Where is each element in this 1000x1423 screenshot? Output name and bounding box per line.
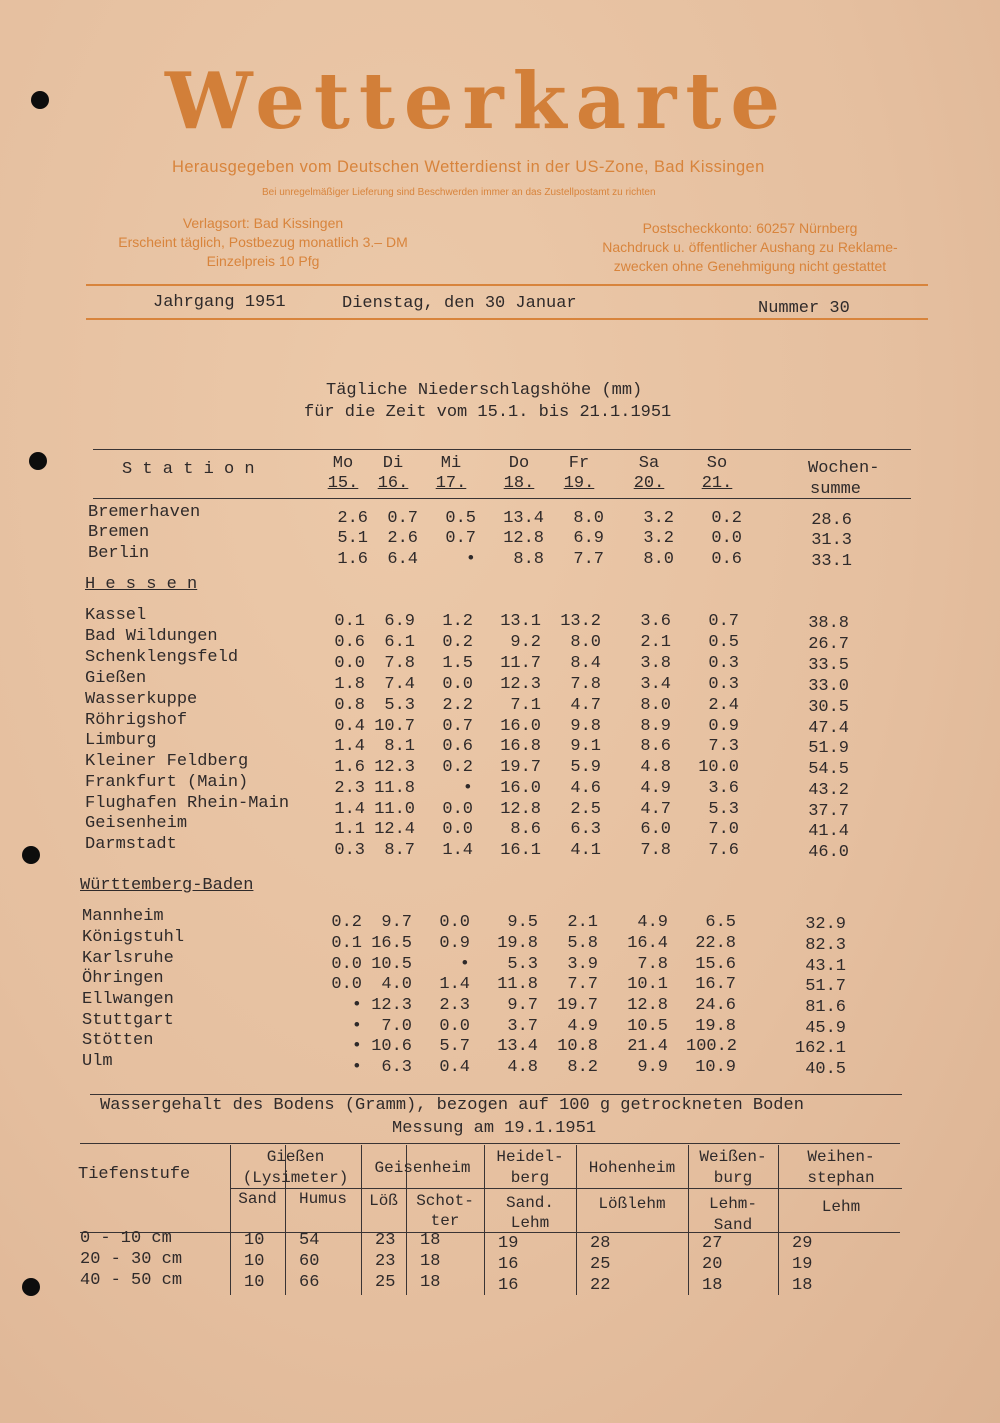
precip-value: 11.0 xyxy=(374,800,415,819)
weekly-sum-header: Wochen- xyxy=(808,459,880,478)
precip-value: 8.2 xyxy=(567,1058,598,1077)
precip-value: 1.5 xyxy=(442,654,473,673)
precip-value: 0.0 xyxy=(442,800,473,819)
precip-value: 16.7 xyxy=(695,975,736,994)
precip-value: 2.1 xyxy=(640,633,671,652)
precip-value: 16.0 xyxy=(500,717,541,736)
soil-top-rule xyxy=(90,1094,902,1095)
precip-value: 0.7 xyxy=(387,509,418,528)
precip-value: 0.2 xyxy=(331,913,362,932)
publisher-line: Einzelpreis 10 Pfg xyxy=(206,253,320,269)
soil-header-rule xyxy=(80,1143,900,1144)
masthead-title: Wetterkarte xyxy=(165,56,789,147)
issue-date: Dienstag, den 30 Januar xyxy=(342,294,577,313)
precip-value: 2.6 xyxy=(337,509,368,528)
soil-title: Wassergehalt des Bodens (Gramm), bezogen auf 100 g getrockneten Boden xyxy=(100,1096,804,1115)
publisher-line: Verlagsort: Bad Kissingen xyxy=(182,215,344,231)
station-name: Öhringen xyxy=(82,969,164,988)
station-name: Karlsruhe xyxy=(82,949,174,968)
station-name: Limburg xyxy=(85,731,157,750)
station-column-header: S t a t i o n xyxy=(122,460,255,479)
precip-value: 10.1 xyxy=(627,975,668,994)
day-header: So xyxy=(706,454,728,473)
precip-value: 0.6 xyxy=(442,737,473,756)
precip-value: 10.5 xyxy=(371,955,412,974)
date-header: 21. xyxy=(701,474,733,493)
depth-header: Tiefenstufe xyxy=(78,1165,191,1184)
precip-value: 7.4 xyxy=(384,675,415,694)
soil-measurement-date: Messung am 19.1.1951 xyxy=(392,1119,597,1138)
masthead-notice: Bei unregelmäßiger Lieferung sind Beschwerden immer an das Zustellpostamt zu richten xyxy=(262,187,656,198)
site-name: stephan xyxy=(807,1169,875,1187)
site-name: Hohenheim xyxy=(588,1159,676,1177)
weekly-sum-value: 38.8 xyxy=(808,614,849,633)
precip-value: 2.2 xyxy=(442,696,473,715)
weekly-sum-value: 43.2 xyxy=(808,781,849,800)
station-name: Geisenheim xyxy=(85,814,188,833)
publisher-line: Erscheint täglich, Postbezug monatlich 3.– DM xyxy=(118,234,408,250)
precip-value: 10.8 xyxy=(557,1037,598,1056)
station-name: Berlin xyxy=(88,544,150,563)
precip-value: 9.2 xyxy=(510,633,541,652)
soil-value: 18 xyxy=(792,1276,813,1295)
precip-value: 8.6 xyxy=(510,820,541,839)
precip-value: 12.8 xyxy=(627,996,668,1015)
precip-value: 5.3 xyxy=(384,696,415,715)
weekly-sum-value: 43.1 xyxy=(805,957,846,976)
date-header: 17. xyxy=(435,474,467,493)
date-header: 20. xyxy=(633,474,665,493)
precip-value: 0.1 xyxy=(334,612,365,631)
precip-value: 7.3 xyxy=(708,737,739,756)
precip-value: 10.7 xyxy=(374,717,415,736)
weekly-sum-value: 54.5 xyxy=(808,760,849,779)
precip-value: 1.2 xyxy=(442,612,473,631)
precip-value: 3.8 xyxy=(640,654,671,673)
soil-type-label: Lehm- xyxy=(708,1195,757,1213)
precip-value: 0.4 xyxy=(439,1058,470,1077)
soil-value: 66 xyxy=(299,1273,320,1292)
depth-label: 40 - 50 cm xyxy=(80,1271,183,1290)
station-name: Bremen xyxy=(88,523,150,542)
depth-label: 20 - 30 cm xyxy=(80,1250,183,1269)
station-name: Kassel xyxy=(85,606,147,625)
precip-value: 16.1 xyxy=(500,841,541,860)
precip-value: 10.5 xyxy=(627,1017,668,1036)
date-header: 15. xyxy=(327,474,359,493)
precip-value: 16.8 xyxy=(500,737,541,756)
precip-value: • xyxy=(459,955,470,974)
precip-value: 12.8 xyxy=(503,529,544,548)
issue-number: Nummer 30 xyxy=(758,299,850,318)
weekly-sum-value: 46.0 xyxy=(808,843,849,862)
precip-value: 0.3 xyxy=(708,675,739,694)
precip-value: 8.7 xyxy=(384,841,415,860)
day-header: Do xyxy=(508,454,530,473)
precip-value: 2.4 xyxy=(708,696,739,715)
precip-value: 2.3 xyxy=(334,779,365,798)
soil-value: 10 xyxy=(244,1252,265,1271)
precip-value: 8.0 xyxy=(573,509,604,528)
station-name: Frankfurt (Main) xyxy=(85,773,249,792)
precip-value: 0.8 xyxy=(334,696,365,715)
precip-value: 3.6 xyxy=(708,779,739,798)
soil-type-label: Sand xyxy=(713,1216,753,1234)
precip-value: 1.4 xyxy=(439,975,470,994)
date-header: 19. xyxy=(563,474,595,493)
precip-value: 9.7 xyxy=(381,913,412,932)
precip-value: 5.3 xyxy=(507,955,538,974)
soil-value: 27 xyxy=(702,1234,723,1253)
precip-value: 0.0 xyxy=(439,1017,470,1036)
precip-value: 4.7 xyxy=(640,800,671,819)
precip-value: 12.3 xyxy=(500,675,541,694)
precip-value: 0.2 xyxy=(711,509,742,528)
precip-value: 0.2 xyxy=(442,633,473,652)
precip-value: 0.0 xyxy=(439,913,470,932)
soil-value: 19 xyxy=(498,1234,519,1253)
site-name: Gießen xyxy=(266,1148,325,1166)
soil-value: 23 xyxy=(375,1252,396,1271)
precip-value: 0.0 xyxy=(442,820,473,839)
precip-value: 0.7 xyxy=(708,612,739,631)
precip-value: • xyxy=(351,1017,362,1036)
soil-type-label: ter xyxy=(430,1212,460,1230)
precip-value: 0.6 xyxy=(711,550,742,569)
station-name: Ellwangen xyxy=(82,990,174,1009)
precip-value: 12.3 xyxy=(374,758,415,777)
precip-value: 0.7 xyxy=(442,717,473,736)
precip-value: 13.4 xyxy=(497,1037,538,1056)
site-name: (Lysimeter) xyxy=(242,1169,349,1187)
precip-value: 0.5 xyxy=(708,633,739,652)
soil-value: 10 xyxy=(244,1273,265,1292)
precip-value: 2.3 xyxy=(439,996,470,1015)
precip-value: • xyxy=(351,1037,362,1056)
precip-value: 8.8 xyxy=(513,550,544,569)
precip-value: 5.7 xyxy=(439,1037,470,1056)
weekly-sum-value: 45.9 xyxy=(805,1019,846,1038)
soil-value: 18 xyxy=(420,1273,441,1292)
precip-value: 9.1 xyxy=(570,737,601,756)
station-name: Wasserkuppe xyxy=(85,690,198,709)
precip-value: 9.5 xyxy=(507,913,538,932)
postal-line: Nachdruck u. öffentlicher Aushang zu Reklame- xyxy=(602,239,898,255)
precip-value: 7.8 xyxy=(640,841,671,860)
precip-value: 0.0 xyxy=(331,975,362,994)
precip-value: 3.6 xyxy=(640,612,671,631)
precip-value: 7.7 xyxy=(573,550,604,569)
precip-value: 8.4 xyxy=(570,654,601,673)
weekly-sum-value: 33.5 xyxy=(808,656,849,675)
precip-value: • xyxy=(351,996,362,1015)
site-name: Weißen- xyxy=(699,1148,767,1166)
soil-type-label: Lehm xyxy=(821,1198,861,1216)
precip-value: 19.8 xyxy=(695,1017,736,1036)
issue-volume: Jahrgang 1951 xyxy=(153,293,286,312)
station-name: Bad Wildungen xyxy=(85,627,218,646)
soil-value: 18 xyxy=(702,1276,723,1295)
precip-value: 7.0 xyxy=(708,820,739,839)
precip-value: 0.3 xyxy=(708,654,739,673)
precip-value: 6.3 xyxy=(570,820,601,839)
weekly-sum-header: summe xyxy=(810,480,862,499)
station-name: Königstuhl xyxy=(82,928,185,947)
precip-value: 13.2 xyxy=(560,612,601,631)
precip-value: 6.9 xyxy=(384,612,415,631)
soil-value: 29 xyxy=(792,1234,813,1253)
soil-value: 28 xyxy=(590,1234,611,1253)
weekly-sum-value: 33.1 xyxy=(811,552,852,571)
station-name: Röhrigshof xyxy=(85,711,188,730)
weekly-sum-value: 32.9 xyxy=(805,915,846,934)
soil-value: 23 xyxy=(375,1231,396,1250)
weekly-sum-value: 37.7 xyxy=(808,802,849,821)
precip-value: 1.6 xyxy=(334,758,365,777)
precip-value: 4.8 xyxy=(640,758,671,777)
soil-value: 18 xyxy=(420,1252,441,1271)
soil-type-label: Lößlehm xyxy=(598,1195,666,1213)
precip-value: 6.9 xyxy=(573,529,604,548)
day-header: Mo xyxy=(332,454,354,473)
precip-value: 7.8 xyxy=(384,654,415,673)
station-name: Stuttgart xyxy=(82,1011,174,1030)
precip-value: 9.8 xyxy=(570,717,601,736)
weekly-sum-value: 82.3 xyxy=(805,936,846,955)
precip-value: 16.4 xyxy=(627,934,668,953)
precip-value: 100.2 xyxy=(686,1037,738,1056)
precip-value: 19.7 xyxy=(500,758,541,777)
precip-value: 3.2 xyxy=(643,509,674,528)
precip-value: 1.4 xyxy=(442,841,473,860)
postal-line: Postscheckkonto: 60257 Nürnberg xyxy=(642,220,858,236)
precip-value: 8.0 xyxy=(570,633,601,652)
precip-value: 4.0 xyxy=(381,975,412,994)
weekly-sum-value: 28.6 xyxy=(811,511,852,530)
station-name: Kleiner Feldberg xyxy=(85,752,249,771)
soil-value: 16 xyxy=(498,1276,519,1295)
precip-value: • xyxy=(465,550,476,569)
precip-value: 10.9 xyxy=(695,1058,736,1077)
weekly-sum-value: 33.0 xyxy=(808,677,849,696)
precip-value: 3.4 xyxy=(640,675,671,694)
precip-value: 13.1 xyxy=(500,612,541,631)
precip-value: 10.6 xyxy=(371,1037,412,1056)
precip-value: 1.8 xyxy=(334,675,365,694)
precip-value: • xyxy=(351,1058,362,1077)
station-name: Mannheim xyxy=(82,907,164,926)
precip-value: 0.7 xyxy=(445,529,476,548)
weekly-sum-value: 81.6 xyxy=(805,998,846,1017)
date-header: 18. xyxy=(503,474,535,493)
precip-value: 6.5 xyxy=(705,913,736,932)
precip-value: 2.5 xyxy=(570,800,601,819)
precip-value: 4.1 xyxy=(570,841,601,860)
weekly-sum-value: 31.3 xyxy=(811,531,852,550)
station-name: Darmstadt xyxy=(85,835,177,854)
station-name: Gießen xyxy=(85,669,147,688)
precip-value: 8.0 xyxy=(640,696,671,715)
soil-type-label: Sand. xyxy=(505,1194,554,1212)
soil-type-label: Lehm xyxy=(510,1214,550,1232)
soil-type-label: Humus xyxy=(298,1190,347,1208)
precip-value: 12.8 xyxy=(500,800,541,819)
soil-value: 54 xyxy=(299,1231,320,1250)
precip-value: 24.6 xyxy=(695,996,736,1015)
station-name: Bremerhaven xyxy=(88,503,201,522)
precip-value: 7.0 xyxy=(381,1017,412,1036)
day-header: Mi xyxy=(440,454,462,473)
precip-value: 11.8 xyxy=(497,975,538,994)
soil-value: 25 xyxy=(590,1255,611,1274)
weekly-sum-value: 26.7 xyxy=(808,635,849,654)
precip-value: 8.9 xyxy=(640,717,671,736)
weekly-sum-value: 30.5 xyxy=(808,698,849,717)
weekly-sum-value: 47.4 xyxy=(808,719,849,738)
precip-value: 19.7 xyxy=(557,996,598,1015)
precip-value: 7.1 xyxy=(510,696,541,715)
soil-type-label: Sand xyxy=(238,1190,277,1208)
precip-value: 16.0 xyxy=(500,779,541,798)
precip-value: 13.4 xyxy=(503,509,544,528)
precip-value: 0.4 xyxy=(334,717,365,736)
precip-value: 5.3 xyxy=(708,800,739,819)
depth-label: 0 - 10 cm xyxy=(80,1229,172,1248)
precip-value: 0.0 xyxy=(334,654,365,673)
precip-value: • xyxy=(462,779,473,798)
precip-value: 8.0 xyxy=(643,550,674,569)
station-name: Stötten xyxy=(82,1031,154,1050)
date-header: 16. xyxy=(377,474,409,493)
precip-value: 0.1 xyxy=(331,934,362,953)
precip-value: 0.2 xyxy=(442,758,473,777)
precip-value: 1.6 xyxy=(337,550,368,569)
precip-value: 0.3 xyxy=(334,841,365,860)
precip-period: für die Zeit vom 15.1. bis 21.1.1951 xyxy=(304,403,672,422)
site-name: Weihen- xyxy=(807,1148,875,1166)
precip-value: 4.8 xyxy=(507,1058,538,1077)
site-name: berg xyxy=(510,1169,550,1187)
soil-value: 25 xyxy=(375,1273,396,1292)
precip-value: 0.0 xyxy=(442,675,473,694)
precip-value: 1.1 xyxy=(334,820,365,839)
site-name: burg xyxy=(713,1169,753,1187)
masthead-subtitle: Herausgegeben vom Deutschen Wetterdienst in der US-Zone, Bad Kissingen xyxy=(172,158,765,176)
precip-value: 6.0 xyxy=(640,820,671,839)
soil-type-label: Schot- xyxy=(416,1192,474,1210)
precip-value: 2.6 xyxy=(387,529,418,548)
weekly-sum-value: 40.5 xyxy=(805,1060,846,1079)
precip-value: 5.1 xyxy=(337,529,368,548)
precip-title: Tägliche Niederschlagshöhe (mm) xyxy=(326,381,643,400)
precip-value: 10.0 xyxy=(698,758,739,777)
weekly-sum-value: 51.7 xyxy=(805,977,846,996)
precip-value: 12.4 xyxy=(374,820,415,839)
precip-value: 21.4 xyxy=(627,1037,668,1056)
precip-value: 12.3 xyxy=(371,996,412,1015)
weekly-sum-value: 162.1 xyxy=(794,1039,846,1058)
precip-value: 3.7 xyxy=(507,1017,538,1036)
precip-value: 11.8 xyxy=(374,779,415,798)
weekly-sum-value: 41.4 xyxy=(808,822,849,841)
precip-value: 16.5 xyxy=(371,934,412,953)
precip-value: 5.8 xyxy=(567,934,598,953)
precip-value: 5.9 xyxy=(570,758,601,777)
precip-value: 7.8 xyxy=(570,675,601,694)
precip-value: 7.7 xyxy=(567,975,598,994)
weekly-sum-value: 51.9 xyxy=(808,739,849,758)
precip-value: 9.7 xyxy=(507,996,538,1015)
precip-value: 22.8 xyxy=(695,934,736,953)
precip-value: 1.4 xyxy=(334,737,365,756)
soil-value: 10 xyxy=(244,1231,265,1250)
day-header: Fr xyxy=(568,454,590,473)
precip-value: 3.2 xyxy=(643,529,674,548)
precip-value: 4.9 xyxy=(637,913,668,932)
station-name: Ulm xyxy=(82,1052,113,1071)
region-heading: Württemberg-Baden xyxy=(80,876,254,895)
precip-value: 0.0 xyxy=(331,955,362,974)
site-name: Geisenheim xyxy=(374,1159,471,1177)
soil-value: 20 xyxy=(702,1255,723,1274)
precip-value: 6.1 xyxy=(384,633,415,652)
day-header: Di xyxy=(382,454,404,473)
station-name: Flughafen Rhein-Main xyxy=(85,794,290,813)
region-heading: H e s s e n xyxy=(85,575,198,594)
precip-value: 8.1 xyxy=(384,737,415,756)
precip-value: 3.9 xyxy=(567,955,598,974)
precip-value: 4.6 xyxy=(570,779,601,798)
soil-value: 60 xyxy=(299,1252,320,1271)
precip-value: 11.7 xyxy=(500,654,541,673)
postal-line: zwecken ohne Genehmigung nicht gestattet xyxy=(613,258,887,274)
precip-value: 15.6 xyxy=(695,955,736,974)
precip-value: 8.6 xyxy=(640,737,671,756)
precip-value: 7.6 xyxy=(708,841,739,860)
precip-value: 0.9 xyxy=(439,934,470,953)
soil-value: 22 xyxy=(590,1276,611,1295)
precip-value: 0.0 xyxy=(711,529,742,548)
precip-value: 6.4 xyxy=(387,550,418,569)
soil-type-label: Löß xyxy=(369,1192,398,1210)
soil-value: 19 xyxy=(792,1255,813,1274)
precip-value: 0.5 xyxy=(445,509,476,528)
station-name: Schenklengsfeld xyxy=(85,648,239,667)
day-header: Sa xyxy=(638,454,660,473)
precip-value: 4.9 xyxy=(640,779,671,798)
precip-value: 1.4 xyxy=(334,800,365,819)
precip-value: 9.9 xyxy=(637,1058,668,1077)
soil-value: 18 xyxy=(420,1231,441,1250)
precip-value: 4.7 xyxy=(570,696,601,715)
precip-value: 19.8 xyxy=(497,934,538,953)
precip-value: 0.6 xyxy=(334,633,365,652)
site-name: Heidel- xyxy=(496,1148,564,1166)
precip-value: 2.1 xyxy=(567,913,598,932)
precip-value: 6.3 xyxy=(381,1058,412,1077)
soil-value: 16 xyxy=(498,1255,519,1274)
precip-value: 0.9 xyxy=(708,717,739,736)
precip-value: 7.8 xyxy=(637,955,668,974)
precip-value: 4.9 xyxy=(567,1017,598,1036)
